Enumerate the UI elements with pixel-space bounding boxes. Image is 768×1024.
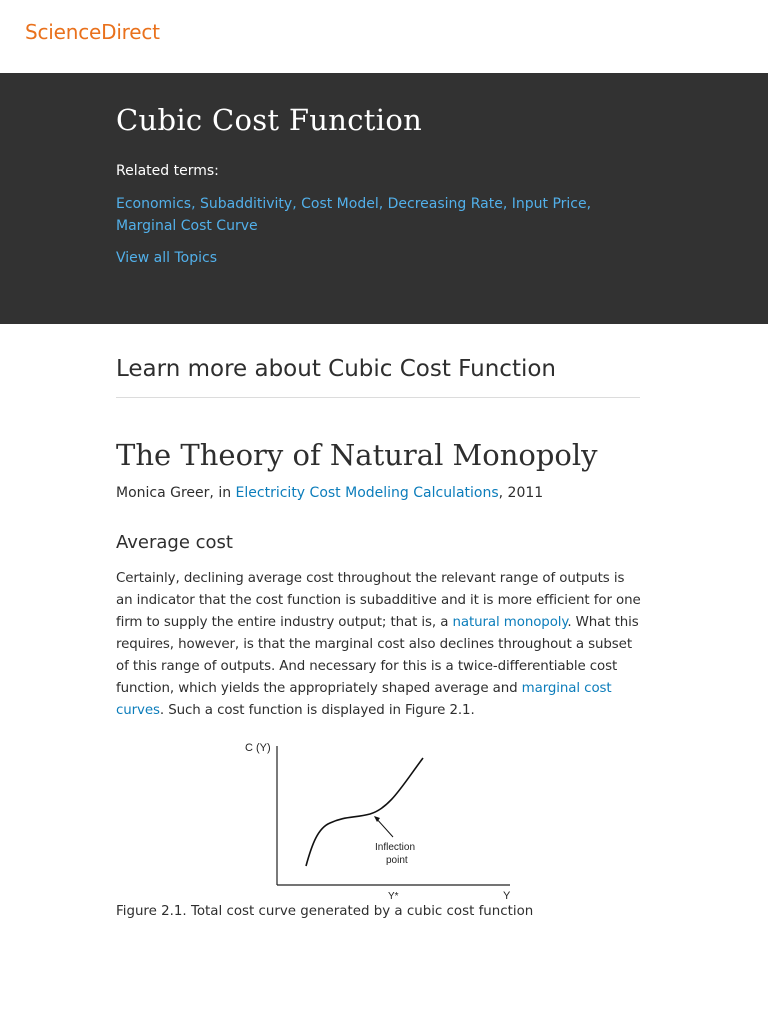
x-axis-label: Y	[503, 890, 511, 902]
figure-2-1[interactable]	[230, 736, 520, 906]
learn-more-heading: Learn more about Cubic Cost Function	[116, 356, 557, 382]
article-byline: Monica Greer, in Electricity Cost Modeling Calculations, 2011	[116, 485, 544, 501]
related-term-link[interactable]: Input Price	[511, 196, 587, 212]
author-name: Monica Greer	[116, 485, 210, 501]
related-term-link[interactable]: Decreasing Rate	[387, 196, 503, 212]
article-title[interactable]: The Theory of Natural Monopoly	[116, 438, 598, 472]
related-term-link[interactable]: Marginal Cost Curve	[116, 218, 258, 234]
topic-title: Cubic Cost Function	[116, 103, 423, 137]
figure-caption: Figure 2.1. Total cost curve generated by a cubic cost function	[116, 904, 534, 919]
y-axis-label: C (Y)	[245, 742, 271, 754]
cost-curve-figure	[230, 736, 520, 906]
related-term-link[interactable]: Economics	[116, 196, 192, 212]
sciencedirect-logo[interactable]: ScienceDirect	[25, 20, 160, 44]
source-link[interactable]: Electricity Cost Modeling Calculations	[235, 485, 499, 501]
section-divider	[116, 397, 640, 398]
annotation-line-1: Inflection	[375, 842, 416, 853]
related-terms-label: Related terms:	[116, 163, 219, 179]
x-marker-label: Y*	[388, 891, 399, 902]
related-term-link[interactable]: Cost Model	[301, 196, 379, 212]
article-paragraph: Certainly, declining average cost throughout the relevant range of outputs is an indicator that the cost function is subadditive and it is more efficient for one firm to supply the entire industry output; that is, a natural monopoly. What this requires, however, is that the marginal cost also declines throughout a subset of this range of outputs. And necessary for this is a twice-differentiable cost function, which yields the appropriately shaped average and marginal cost curves. Such a cost function is displayed in Figure 2.1.	[116, 571, 641, 718]
natural-monopoly-link[interactable]: natural monopoly	[452, 615, 568, 630]
related-terms-list: Economics, Subadditivity, Cost Model, Decreasing Rate, Input Price, Marginal Cost Curve	[116, 196, 592, 234]
related-term-link[interactable]: Subadditivity	[199, 196, 293, 212]
marginal-cost-curves-link[interactable]: marginal cost curves	[116, 681, 612, 718]
section-heading: Average cost	[116, 532, 233, 553]
top-bar	[0, 0, 768, 73]
view-all-topics-link[interactable]: View all Topics	[116, 250, 217, 266]
publication-year: , 2011	[498, 485, 544, 501]
topic-hero	[0, 73, 768, 324]
annotation-line-2: point	[386, 855, 408, 866]
